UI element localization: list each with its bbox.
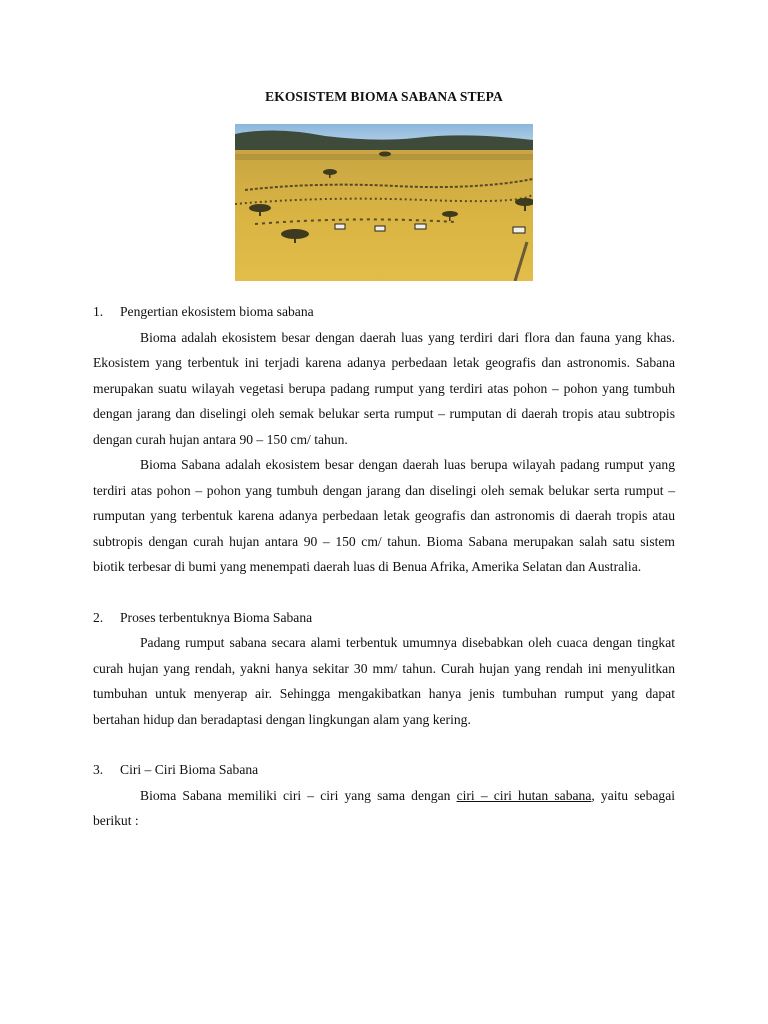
section-1-paragraph-1: Bioma adalah ekosistem besar dengan daerah luas yang terdiri dari flora dan fauna yang khas. Ekosistem yang terbentuk ini terjadi karena adanya perbedaan letak geografis dan astronomis. Sabana merupakan suatu wilayah vegetasi berupa padang rumput yang terdiri atas pohon – pohon yang tumbuh dengan jarang dan diselingi oleh semak belukar serta rumput – rumputan di daerah tropis atau subtropis dengan curah hujan antara 90 – 150 cm/ tahun. [93, 329, 675, 447]
savanna-photo [235, 124, 533, 281]
document-title: EKOSISTEM BIOMA SABANA STEPA [265, 89, 503, 104]
document-body [93, 299, 675, 834]
section-heading-3: 3. Ciri – Ciri Bioma Sabana [93, 762, 259, 777]
spacer [93, 732, 675, 757]
section-2-paragraph-1: Padang rumput sabana secara alami terbentuk umumnya disebabkan oleh cuaca dengan tingkat curah hujan yang rendah, yakni hanya sekitar 30 mm/ tahun. Curah hujan yang rendah ini menyulitkan tumbuhan untuk menyerap air. Sehingga mengakibatkan hanya jenis tumbuhan rumput yang dapat bertahan hidup dan beradaptasi dengan lingkungan alam yang kering. [93, 635, 675, 727]
section-heading-2: 2. Proses terbentuknya Bioma Sabana [93, 609, 313, 625]
section-1-paragraph-2: Bioma Sabana adalah ekosistem besar dengan daerah luas berupa wilayah padang rumput yang terdiri atas pohon – pohon yang tumbuh dengan jarang dan diselingi oleh semak belukar serta rumput – rumputan yang terbentuk karena adanya perbedaan letak geografis dan astronomis di daerah tropis atau subtropis dengan curah hujan antara 90 – 150 cm/ tahun. Bioma Sabana merupakan salah satu sistem biotik terbesar di bumi yang menempati daerah luas di Benua Afrika, Amerika Selatan dan Australia. [93, 457, 675, 574]
section-3-paragraph-1: Bioma Sabana memiliki ciri – ciri yang sama dengan ciri – ciri hutan sabana, yaitu sebagai berikut : [93, 787, 676, 828]
grassland [235, 150, 533, 281]
section-heading-1: 1. Pengertian ekosistem bioma sabana [93, 304, 314, 319]
spacer [93, 580, 675, 605]
hutan-sabana-link[interactable]: ciri – ciri hutan sabana [456, 787, 592, 803]
